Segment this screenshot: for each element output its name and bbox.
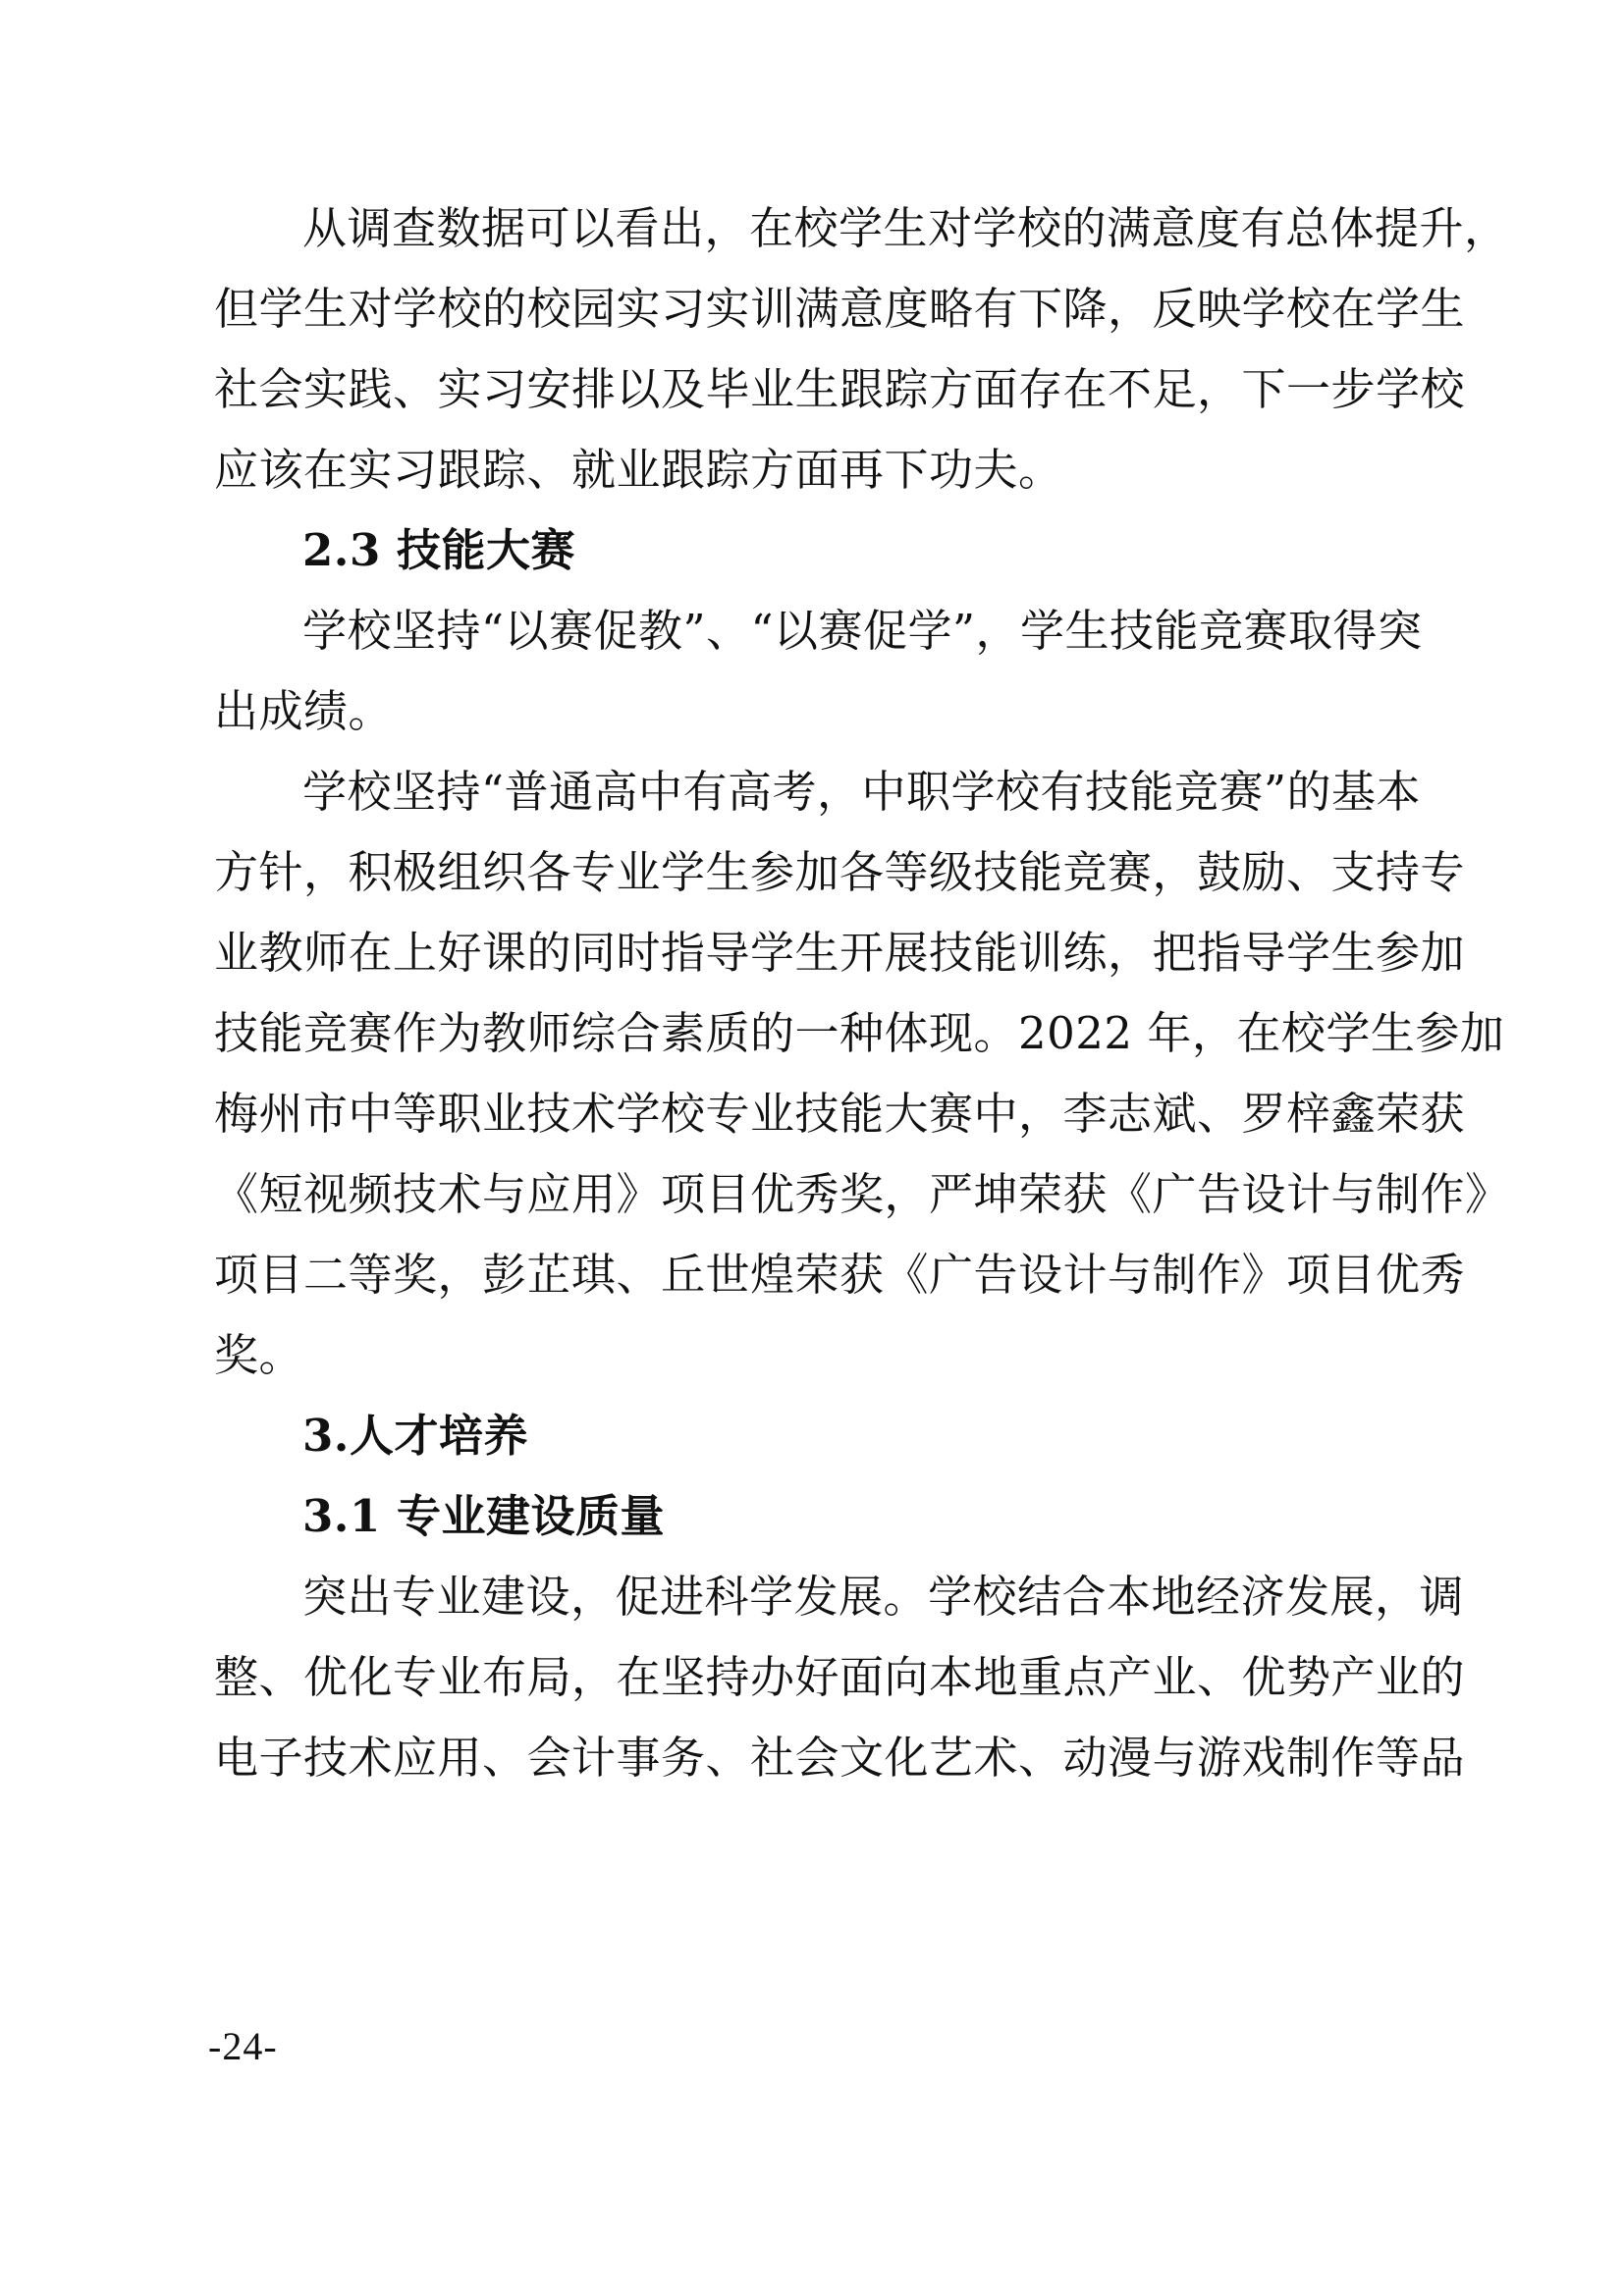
section-heading: 2.3 技能大赛 <box>302 524 575 576</box>
paragraph-line: 整、优化专业布局，在坚持办好面向本地重点产业、优势产业的 <box>214 1651 1466 1703</box>
paragraph-line: 业教师在上好课的同时指导学生开展技能训练，把指导学生参加 <box>214 927 1466 979</box>
paragraph-line: 技能竞赛作为教师综合素质的一种体现。2022 年，在校学生参加 <box>214 1007 1505 1059</box>
page-number: -24- <box>208 2024 278 2068</box>
paragraph-line: 梅州市中等职业技术学校专业技能大赛中，李志斌、罗梓鑫荣获 <box>214 1088 1466 1140</box>
paragraph-line: 出成绩。 <box>214 685 394 737</box>
paragraph-line: 学校坚持“以赛促教”、“以赛促学”，学生技能竞赛取得突 <box>302 605 1423 657</box>
paragraph-line: 方针，积极组织各专业学生参加各等级技能竞赛，鼓励、支持专 <box>214 846 1466 898</box>
paragraph-line: 电子技术应用、会计事务、社会文化艺术、动漫与游戏制作等品 <box>214 1732 1466 1784</box>
section-heading: 3.1 专业建设质量 <box>302 1490 665 1542</box>
paragraph-line: 应该在实习跟踪、就业跟踪方面再下功夫。 <box>214 444 1063 496</box>
paragraph-line: 《短视频技术与应用》项目优秀奖，严坤荣获《广告设计与制作》 <box>214 1168 1510 1220</box>
paragraph-line: 社会实践、实习安排以及毕业生跟踪方面存在不足，下一步学校 <box>214 363 1466 415</box>
paragraph-line: 学校坚持“普通高中有高考，中职学校有技能竞赛”的基本 <box>302 766 1422 818</box>
paragraph-line: 但学生对学校的校园实习实训满意度略有下降，反映学校在学生 <box>214 283 1466 335</box>
paragraph-line: 奖。 <box>214 1329 304 1381</box>
paragraph-line: 项目二等奖，彭芷琪、丘世煌荣获《广告设计与制作》项目优秀 <box>214 1249 1466 1301</box>
paragraph-line: 突出专业建设，促进科学发展。学校结合本地经济发展，调 <box>302 1571 1465 1623</box>
chapter-heading: 3.人才培养 <box>302 1410 528 1462</box>
paragraph-line: 从调查数据可以看出，在校学生对学校的满意度有总体提升， <box>302 202 1509 254</box>
